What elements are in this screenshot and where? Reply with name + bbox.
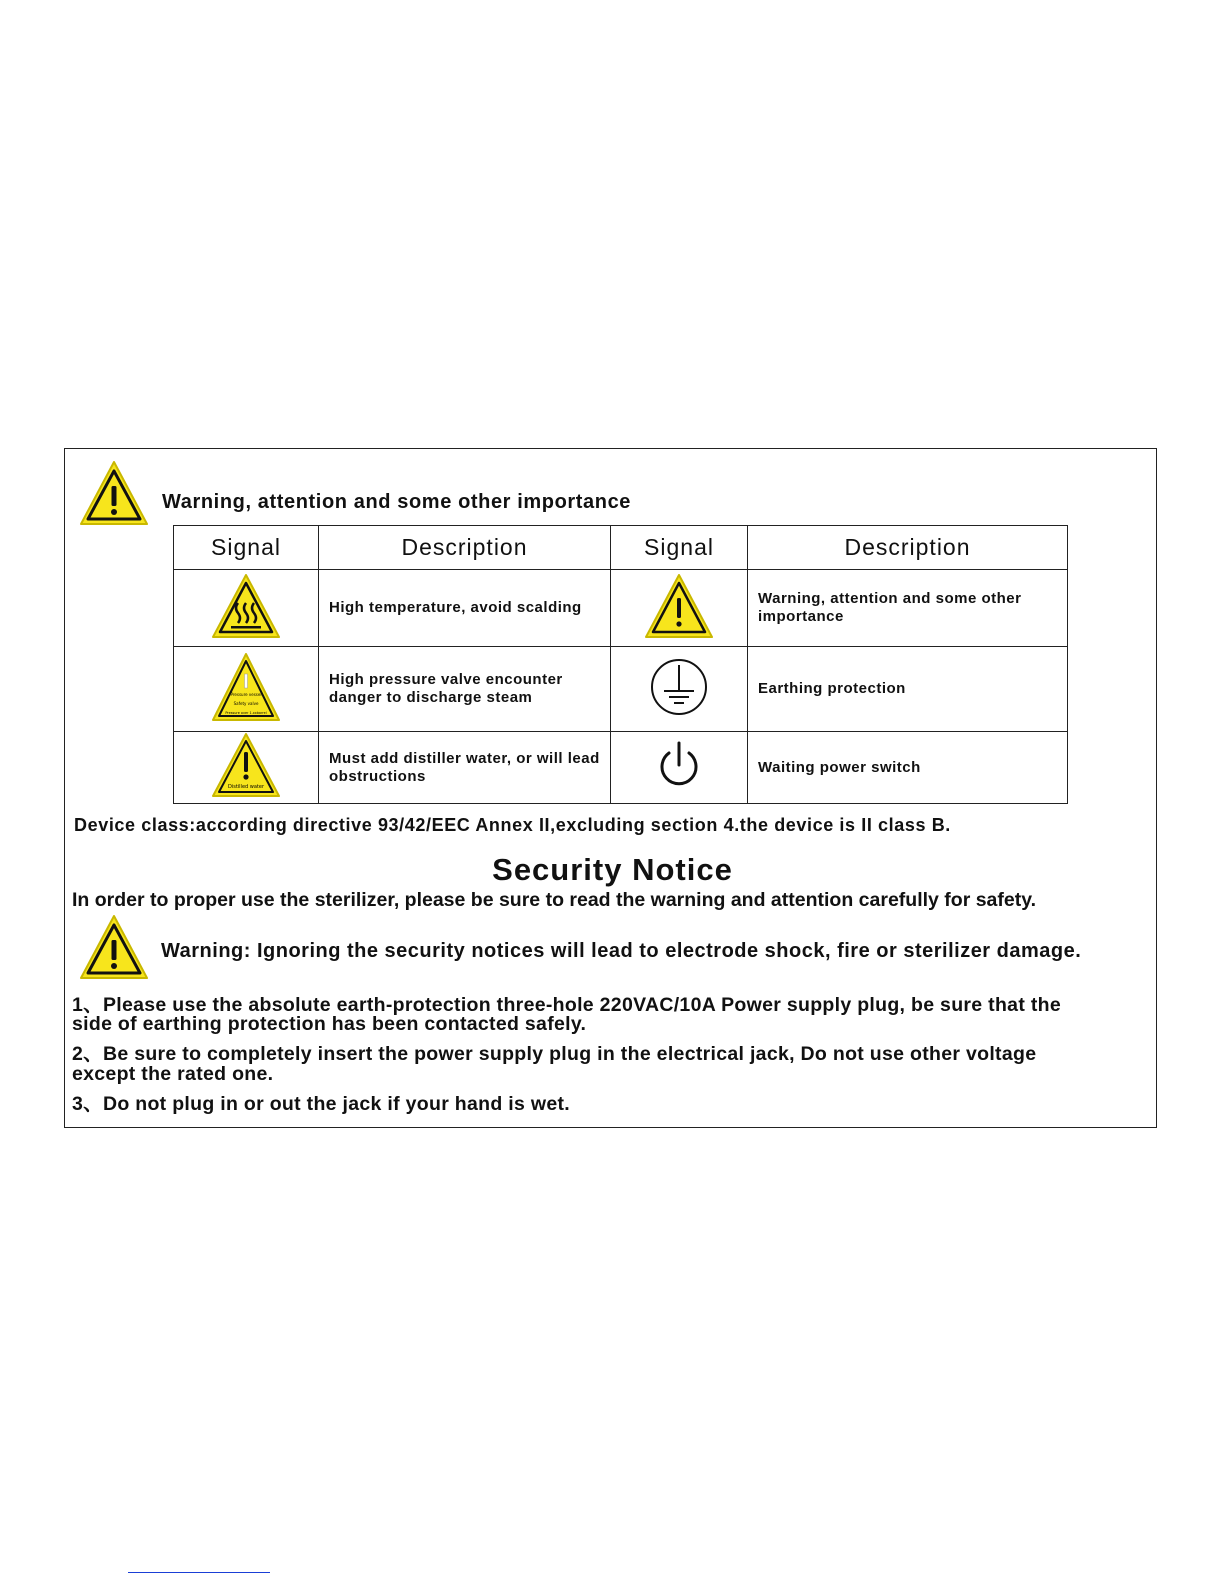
security-notice-title: Security Notice xyxy=(492,852,733,887)
notice-line: 2、Be sure to completely insert the power supply plug in the electrical jack, Do not use other voltage xyxy=(72,1043,1037,1065)
notice-line: side of earthing protection has been contacted safely. xyxy=(72,1013,587,1035)
earth-ground-icon xyxy=(649,657,709,717)
description-distilled-water: Must add distiller water, or will lead obstructions xyxy=(319,732,611,804)
warning-triangle-icon xyxy=(79,914,149,980)
distilled-water-label: Distilled water xyxy=(227,784,265,790)
signal-table xyxy=(173,525,1068,804)
description-earthing-protection: Earthing protection xyxy=(748,647,1068,732)
security-intro-text: In order to proper use the sterilizer, please be sure to read the warning and attention carefully for safety. xyxy=(72,889,1037,911)
table-row xyxy=(174,570,1068,647)
pressure-vessel-label: Pressure vessel xyxy=(230,691,262,697)
description-warning-attention: Warning, attention and some other importance xyxy=(748,570,1068,647)
warning-triangle-icon xyxy=(79,460,149,526)
header-description: Description xyxy=(748,526,1068,570)
description-power-switch: Waiting power switch xyxy=(748,732,1068,804)
warning-heading: Warning, attention and some other importance xyxy=(162,491,632,513)
notice-line: 1、Please use the absolute earth-protection three-hole 220VAC/10A Power supply plug, be sure that the xyxy=(72,994,1061,1016)
safety-valve-label: Safety valve xyxy=(233,700,259,706)
power-standby-icon xyxy=(649,735,709,795)
header-description: Description xyxy=(319,526,611,570)
exclamation-warning-icon xyxy=(644,573,714,639)
notice-line: 3、Do not plug in or out the jack if your hand is wet. xyxy=(72,1093,571,1115)
table-row xyxy=(174,732,1068,804)
hot-surface-warning-icon xyxy=(211,573,281,639)
description-high-temperature: High temperature, avoid scalding xyxy=(319,570,611,647)
distilled-water-warning-icon xyxy=(211,732,281,798)
security-warning-text: Warning: Ignoring the security notices will lead to electrode shock, fire or sterilizer damage. xyxy=(161,940,1082,962)
header-signal: Signal xyxy=(174,526,319,570)
pressure-over-label: Pressure over 1.xxbarrel xyxy=(225,710,267,715)
notice-line: except the rated one. xyxy=(72,1063,274,1085)
pressure-valve-warning-icon xyxy=(211,652,281,722)
header-signal: Signal xyxy=(611,526,748,570)
description-high-pressure-valve: High pressure valve encounter danger to discharge steam xyxy=(319,647,611,732)
footer-link-underline xyxy=(128,1572,270,1573)
table-row xyxy=(174,647,1068,732)
device-class-text: Device class:according directive 93/42/EEC Annex II,excluding section 4.the device is II class B. xyxy=(74,815,951,835)
